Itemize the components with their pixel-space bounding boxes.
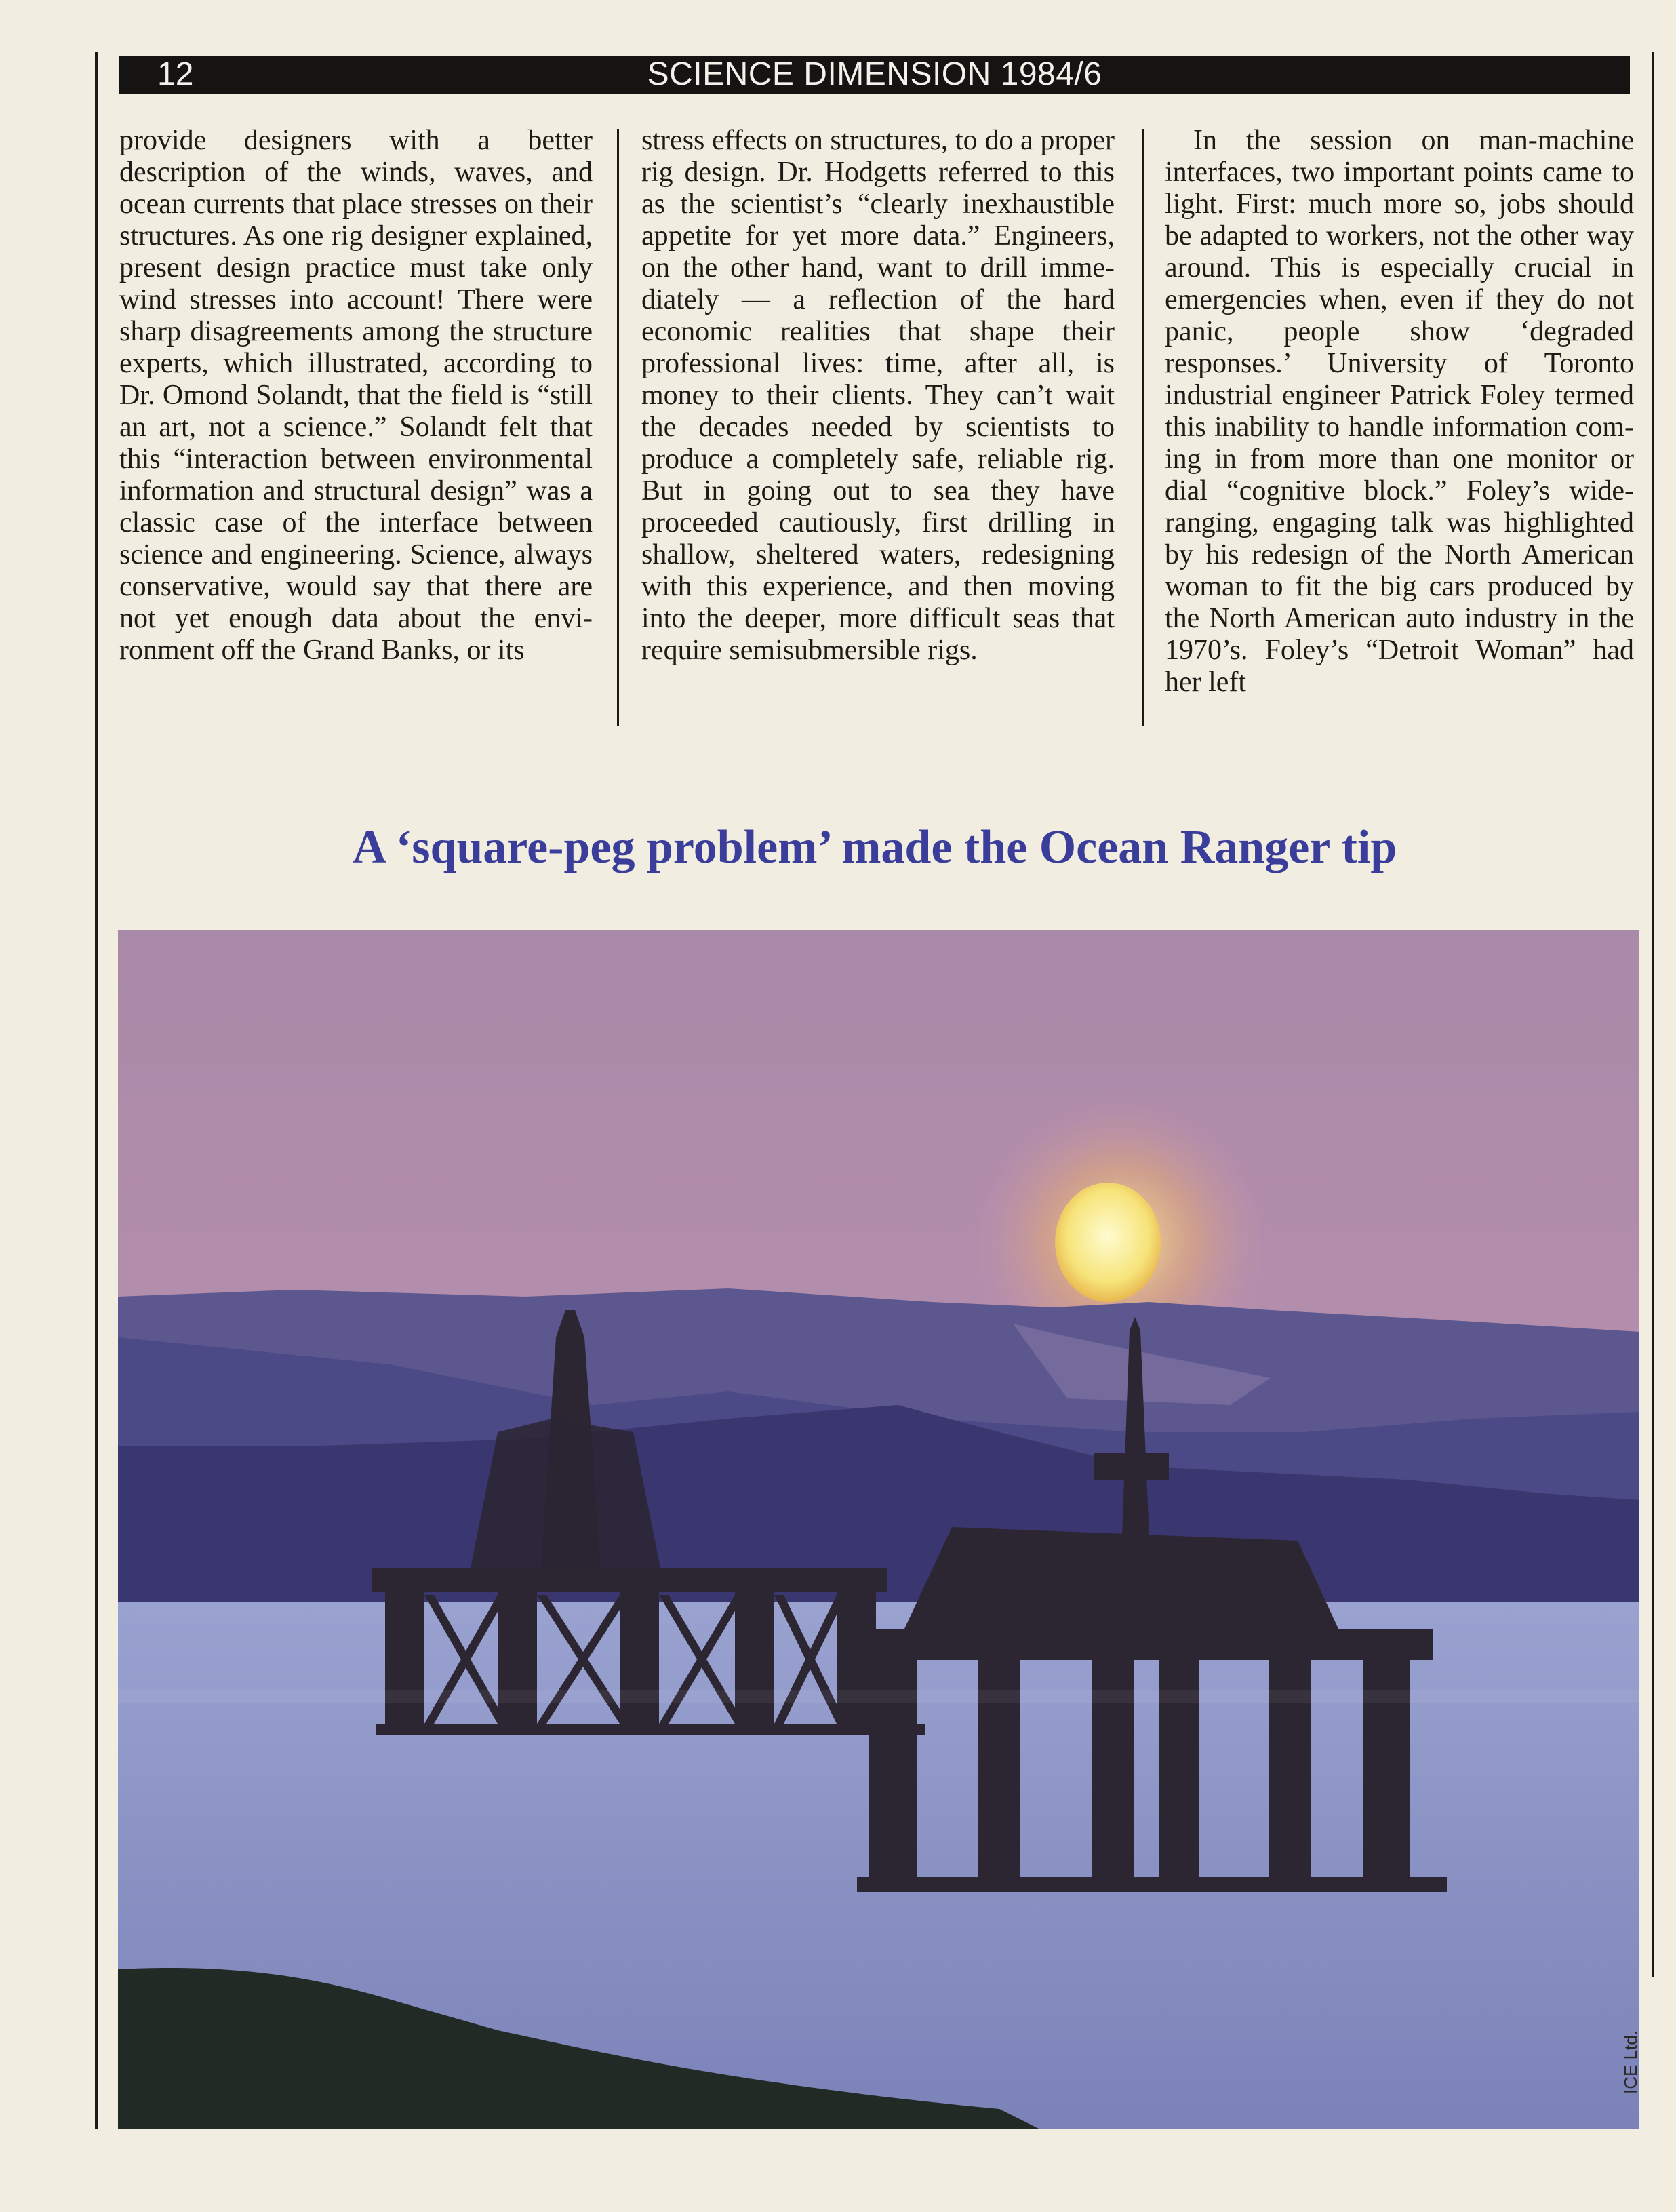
text-column-1: provide designers with a better description of the winds, waves, and ocean currents that place stresses on their structures. As one rig designer explained, present design practice must take only wind stresses into account! There were sharp disagreements among the structure experts, which illustrated, according to Dr. Omond Solandt, that the field is “still an art, not a science.” Solandt felt that this “interaction between environmental information and structural design” was a classic case of the interface between science and engineering. Science, always conservative, would say that there are not yet enough data about the environment off the Grand Banks, or its — [119, 125, 593, 666]
column-divider-2 — [1142, 129, 1144, 726]
running-head-title: SCIENCE DIMENSION 1984/6 — [647, 56, 1102, 92]
sun-disc — [1055, 1183, 1161, 1302]
running-header-bar — [119, 56, 1630, 94]
page-number: 12 — [157, 56, 194, 92]
right-rig-superstructure — [904, 1527, 1338, 1629]
right-rig-deck — [850, 1629, 1433, 1660]
page-left-rule — [95, 52, 98, 2129]
photo-credit: ICE Ltd. — [1620, 2030, 1641, 2094]
article-headline: A ‘square-peg problem’ made the Ocean Ranger tip — [352, 821, 1397, 873]
column-divider-1 — [617, 129, 619, 726]
text-column-3: In the session on man-machine interfaces, two important points came to light. First: much more so, jobs should be adapted to workers, not the other way around. This is especially crucial in emergencies when, even if they do not panic, people show ‘degraded responses.’ University of Toronto industrial engineer Patrick Foley termed this inability to handle information coming in from more than one monitor or dial “cognitive block.” Foley’s wide-ranging, engaging talk was highlighted by his redesign of the North American woman to fit the big cars produced by the North American auto industry in the 1970’s. Foley’s “Detroit Woman” had her left — [1165, 125, 1634, 698]
oil-rigs-sunset-photo — [118, 930, 1639, 2129]
text-column-2: stress effects on structures, to do a proper rig design. Dr. Hodgetts referred to this as the scientist’s “clearly inexhaustible appetite for yet more data.” Engineers, on the other hand, want to drill immediately — a reflection of the hard economic realities that shape their professional lives: time, after all, is money to their clients. They can’t wait the decades needed by scientists to produce a completely safe, reliable rig. But in going out to sea they have proceeded cautiously, first drilling in shallow, sheltered waters, redesigning with this experience, and then moving into the deeper, more difficult seas that require semisubmersible rigs. — [641, 125, 1115, 666]
page-right-rule — [1652, 52, 1654, 1977]
left-rig-deck — [372, 1568, 887, 1592]
